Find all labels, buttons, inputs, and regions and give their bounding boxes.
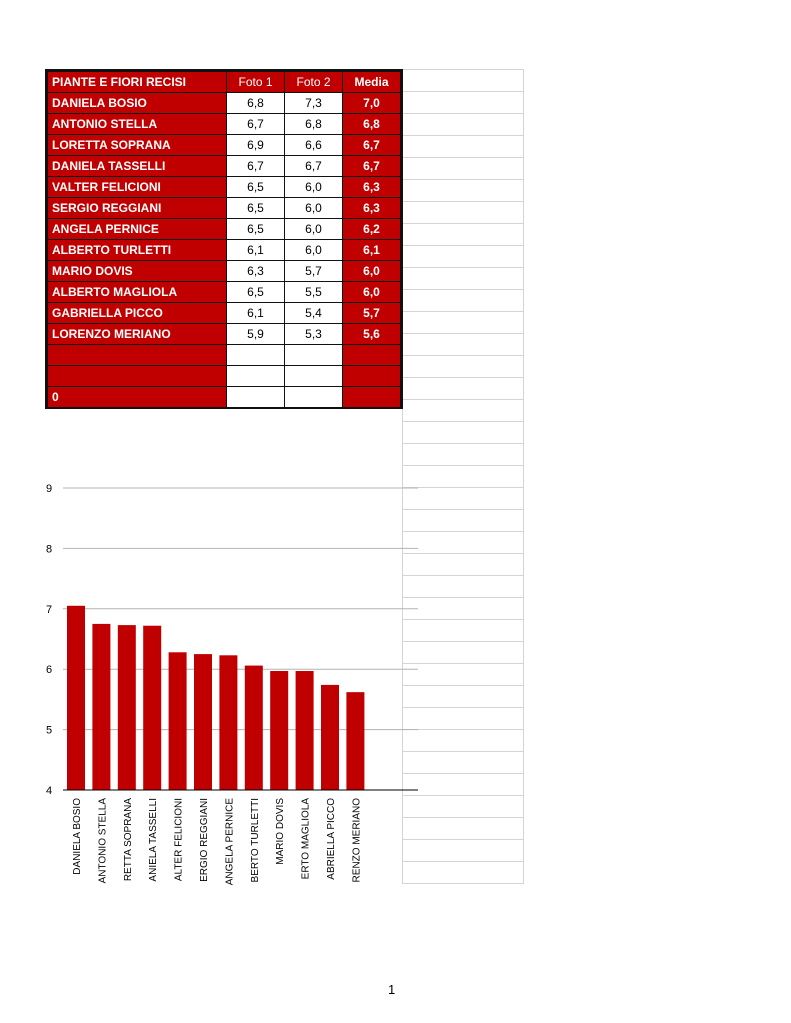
bar — [194, 654, 212, 790]
grid-line — [402, 245, 524, 246]
row-name: ALBERTO MAGLIOLA — [47, 282, 227, 303]
table-row — [47, 261, 402, 282]
grid-line — [402, 883, 524, 884]
row-foto1: 6,7 — [227, 114, 285, 135]
x-tick-label: ALTER FELICIONI — [173, 798, 185, 882]
row-foto2: 5,4 — [285, 303, 343, 324]
sheet-gridlines — [402, 69, 524, 883]
bar — [67, 606, 85, 790]
row-name: GABRIELLA PICCO — [47, 303, 227, 324]
blank-cell — [227, 366, 285, 387]
x-tick-label: RETTA SOPRANA — [122, 798, 134, 882]
row-name: SERGIO REGGIANI — [47, 198, 227, 219]
bar — [92, 624, 110, 790]
x-tick-label: ANGELA PERNICE — [224, 798, 236, 886]
bar — [296, 671, 314, 790]
grid-line — [402, 69, 524, 70]
row-foto2: 6,8 — [285, 114, 343, 135]
row-foto1: 6,9 — [227, 135, 285, 156]
grid-line — [402, 553, 524, 554]
grid-line — [402, 751, 524, 752]
bar — [143, 626, 161, 790]
row-foto1: 6,5 — [227, 198, 285, 219]
blank-cell — [343, 366, 402, 387]
y-tick-label: 5 — [46, 724, 53, 737]
grid-line — [402, 443, 524, 444]
scores-table — [45, 69, 403, 409]
row-name: ANTONIO STELLA — [47, 114, 227, 135]
row-foto1: 6,5 — [227, 219, 285, 240]
table-row — [47, 324, 402, 345]
row-media: 6,1 — [343, 240, 402, 261]
x-tick-label: ERTO MAGLIOLA — [300, 798, 312, 880]
blank-cell — [343, 387, 402, 409]
row-foto2: 5,7 — [285, 261, 343, 282]
bar — [245, 666, 263, 790]
grid-line — [402, 861, 524, 862]
grid-line — [402, 773, 524, 774]
y-tick-label: 4 — [46, 785, 53, 797]
grid-line — [402, 113, 524, 114]
bar — [219, 655, 237, 790]
grid-line — [402, 377, 524, 378]
grid-line — [402, 839, 524, 840]
grid-line — [402, 663, 524, 664]
grid-line — [402, 641, 524, 642]
row-foto1: 6,1 — [227, 303, 285, 324]
row-media: 5,7 — [343, 303, 402, 324]
blank-cell — [227, 345, 285, 366]
row-foto1: 6,5 — [227, 177, 285, 198]
row-name: ALBERTO TURLETTI — [47, 240, 227, 261]
table-row — [47, 156, 402, 177]
grid-line — [402, 685, 524, 686]
blank-cell — [285, 345, 343, 366]
table-row — [47, 177, 402, 198]
bar — [270, 671, 288, 790]
row-foto2: 6,7 — [285, 156, 343, 177]
row-media: 6,8 — [343, 114, 402, 135]
row-foto1: 6,5 — [227, 282, 285, 303]
bar — [346, 692, 364, 790]
table-row — [47, 198, 402, 219]
table-row — [47, 93, 402, 114]
x-tick-label: DANIELA BOSIO — [72, 798, 83, 875]
grid-line — [402, 333, 524, 334]
row-media: 6,2 — [343, 219, 402, 240]
bar — [169, 652, 187, 790]
row-name: DANIELA TASSELLI — [47, 156, 227, 177]
header-media: Media — [343, 71, 402, 93]
row-media: 6,7 — [343, 156, 402, 177]
footer-value: 0 — [47, 387, 227, 409]
row-foto2: 5,5 — [285, 282, 343, 303]
table-row-blank — [47, 387, 402, 409]
row-name: MARIO DOVIS — [47, 261, 227, 282]
row-foto1: 5,9 — [227, 324, 285, 345]
y-tick-label: 7 — [46, 603, 53, 616]
grid-line — [402, 179, 524, 180]
row-name: ANGELA PERNICE — [47, 219, 227, 240]
row-media: 6,3 — [343, 177, 402, 198]
row-foto2: 6,0 — [285, 177, 343, 198]
row-name: VALTER FELICIONI — [47, 177, 227, 198]
grid-line — [402, 707, 524, 708]
page-number: 1 — [388, 982, 396, 997]
grid-line — [402, 399, 524, 400]
grid-line — [402, 487, 524, 488]
x-tick-label: RENZO MERIANO — [351, 798, 363, 883]
x-tick-label: ANTONIO STELLA — [97, 798, 109, 884]
y-tick-label: 9 — [46, 483, 53, 495]
row-foto1: 6,8 — [227, 93, 285, 114]
row-foto2: 6,0 — [285, 198, 343, 219]
grid-line — [402, 223, 524, 224]
table-header-row — [47, 71, 402, 93]
row-name: LORENZO MERIANO — [47, 324, 227, 345]
grid-line — [402, 597, 524, 598]
grid-line — [402, 355, 524, 356]
grid-line — [402, 817, 524, 818]
grid-line — [402, 729, 524, 730]
table-row — [47, 114, 402, 135]
x-tick-label: ABRIELLA PICCO — [326, 798, 337, 880]
header-foto1: Foto 1 — [227, 71, 285, 93]
x-tick-label: BERTO TURLETTI — [249, 798, 261, 883]
row-foto2: 5,3 — [285, 324, 343, 345]
grid-line — [402, 575, 524, 576]
bar — [321, 685, 339, 790]
bar-chart — [0, 460, 420, 890]
grid-line — [402, 135, 524, 136]
table-row-blank — [47, 345, 402, 366]
row-foto2: 6,6 — [285, 135, 343, 156]
header-category: PIANTE E FIORI RECISI — [47, 71, 227, 93]
row-media: 6,0 — [343, 261, 402, 282]
row-media: 6,3 — [343, 198, 402, 219]
blank-cell — [285, 387, 343, 409]
row-foto1: 6,7 — [227, 156, 285, 177]
table-row-blank — [47, 366, 402, 387]
grid-line — [402, 509, 524, 510]
x-tick-label: MARIO DOVIS — [275, 798, 287, 865]
x-tick-label: ANIELA TASSELLI — [148, 798, 160, 882]
grid-line — [402, 619, 524, 620]
blank-name-cell — [47, 366, 227, 387]
grid-line — [402, 267, 524, 268]
row-media: 5,6 — [343, 324, 402, 345]
row-foto1: 6,1 — [227, 240, 285, 261]
table-row — [47, 135, 402, 156]
y-tick-label: 6 — [46, 664, 53, 677]
table-row — [47, 303, 402, 324]
table-row — [47, 282, 402, 303]
blank-cell — [285, 366, 343, 387]
grid-line — [402, 201, 524, 202]
grid-line — [402, 531, 524, 532]
blank-cell — [227, 387, 285, 409]
grid-line — [402, 91, 524, 92]
row-foto2: 7,3 — [285, 93, 343, 114]
grid-line — [523, 69, 524, 883]
table-row — [47, 219, 402, 240]
bar — [118, 625, 136, 790]
table-row — [47, 240, 402, 261]
row-name: DANIELA BOSIO — [47, 93, 227, 114]
row-name: LORETTA SOPRANA — [47, 135, 227, 156]
header-foto2: Foto 2 — [285, 71, 343, 93]
row-media: 6,7 — [343, 135, 402, 156]
grid-line — [402, 311, 524, 312]
y-tick-label: 8 — [46, 543, 53, 556]
row-media: 6,0 — [343, 282, 402, 303]
blank-name-cell — [47, 345, 227, 366]
row-foto2: 6,0 — [285, 240, 343, 261]
row-media: 7,0 — [343, 93, 402, 114]
grid-line — [402, 157, 524, 158]
grid-line — [402, 465, 524, 466]
grid-line — [402, 289, 524, 290]
row-foto2: 6,0 — [285, 219, 343, 240]
grid-line — [402, 795, 524, 796]
grid-line — [402, 421, 524, 422]
row-foto1: 6,3 — [227, 261, 285, 282]
blank-cell — [343, 345, 402, 366]
x-tick-label: ERGIO REGGIANI — [199, 798, 210, 882]
